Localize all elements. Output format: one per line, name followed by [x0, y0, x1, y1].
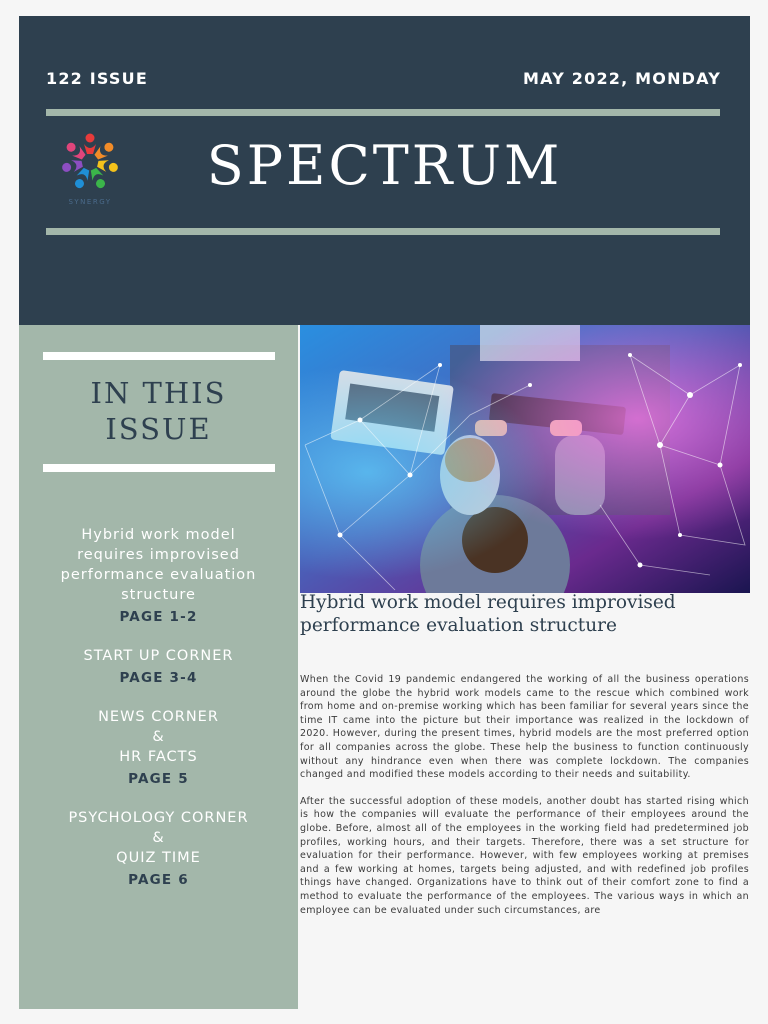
toc-title-line: structure	[121, 587, 196, 603]
toc-item-title	[19, 525, 298, 605]
masthead-divider-top	[46, 109, 720, 116]
toc-title-line: START UP CORNER	[83, 648, 234, 664]
toc-title-line: HR FACTS	[119, 749, 198, 765]
toc-item-page: PAGE 3-4	[119, 670, 198, 686]
toc-title-line: &	[152, 729, 165, 745]
article-paragraph: After the successful adoption of these models, another doubt has started rising which is how the companies will evaluate the performance of their employees around the globe. Before, almost all of the employees in the working field had predetermined job profiles, working hours, and their targets. Therefore, there was a set structure for evaluation for their performance. However, with few employees working at premises and a few working at homes, targets being adjusted, and with redefined job profiles things have changed. Organizations have to think out of their comfort zone to find a method to evaluate the performance of the employees. The various ways in which an employee can be evaluated under such circumstances, are	[300, 795, 749, 916]
toc-title-line: requires improvised	[77, 547, 240, 563]
toc-item-title	[19, 808, 298, 868]
issue-date: MAY 2022, MONDAY	[523, 69, 721, 88]
newsletter-title: SPECTRUM	[206, 134, 563, 197]
sidebar-heading-line2: ISSUE	[105, 412, 212, 446]
sidebar-divider-top	[43, 352, 275, 360]
sidebar-heading-line1: IN THIS	[90, 376, 227, 410]
sidebar-heading	[19, 375, 298, 447]
toc-title-line: &	[152, 830, 165, 846]
toc-item-page: PAGE 1-2	[119, 609, 198, 625]
toc-title-line: PSYCHOLOGY CORNER	[68, 810, 249, 826]
hero-image	[300, 325, 750, 593]
toc-item-title	[19, 707, 298, 767]
toc-item-news-corner[interactable]	[19, 707, 298, 789]
logo-wordmark: SYNERGY	[68, 198, 112, 206]
masthead-divider-bottom	[46, 228, 720, 235]
toc-item-psychology-corner[interactable]	[19, 808, 298, 890]
toc-item-start-up-corner[interactable]	[19, 646, 298, 688]
article-paragraph: When the Covid 19 pandemic endangered the working of all the business operations around the globe the hybrid work models came to the rescue which combined work from home and on-premise working which has been familiar for several years since the time IT came into the picture but their importance was realized in the lockdown of 2020. However, during the present times, hybrid models are the most preferred option for all companies across the globe. These help the business to function continuously without any hindrance even when there was complete lockdown. The companies changed and modified these models according to their needs and suitability.	[300, 674, 749, 781]
toc-item-hybrid-work[interactable]	[19, 525, 298, 627]
toc-title-line: QUIZ TIME	[116, 850, 201, 866]
toc-item-page: PAGE 6	[128, 872, 189, 888]
masthead	[19, 16, 750, 325]
toc-item-title	[19, 646, 298, 666]
toc-list	[19, 525, 298, 909]
toc-title-line: Hybrid work model	[81, 527, 236, 543]
issue-number: 122 ISSUE	[46, 69, 148, 88]
article-body	[300, 673, 749, 930]
article-title: Hybrid work model requires improvised performance evaluation structure	[300, 592, 676, 636]
toc-title-line: performance evaluation	[60, 567, 257, 583]
toc-title-line: NEWS CORNER	[98, 709, 219, 725]
toc-item-page: PAGE 5	[128, 771, 189, 787]
table-of-contents-sidebar	[19, 325, 298, 1009]
sidebar-divider-bottom	[43, 464, 275, 472]
